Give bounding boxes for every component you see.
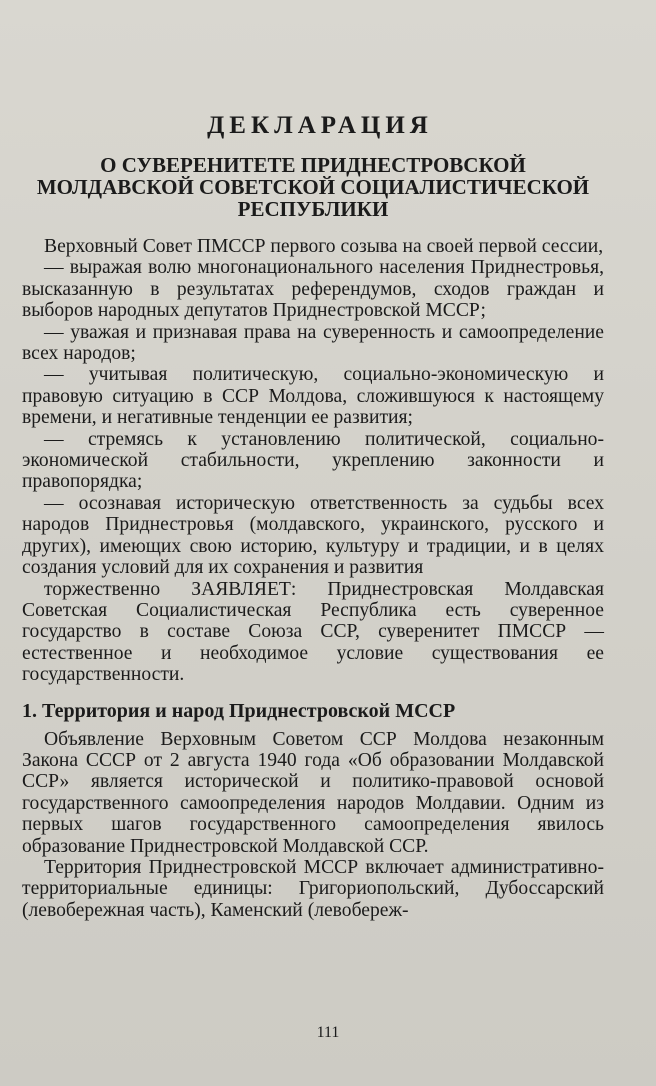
clause-paragraph: — стремясь к установлению политической, социально-экономической стабильности, укреплению законности и правопорядка; <box>22 428 604 493</box>
subtitle-line: МОЛДАВСКОЙ СОВЕТСКОЙ СОЦИАЛИСТИЧЕСКОЙ <box>36 175 590 199</box>
clause-paragraph: — учитывая политическую, социально-экономическую и правовую ситуацию в ССР Молдова, сложившуюся к настоящему времени, и негативные тенденции ее развития; <box>22 364 604 429</box>
document-title: ДЕКЛАРАЦИЯ <box>207 112 433 139</box>
clause-paragraph: — выражая волю многонационального населения Приднестровья, высказанную в результатах референдумов, сходов граждан и выборов народных депутатов Приднестровской МССР; <box>22 257 604 322</box>
document-body <box>22 112 604 921</box>
declaration-paragraph: торжественно ЗАЯВЛЯЕТ: Приднестровская Молдавская Советская Социалистическая Республика есть суверенное государство в составе Союза ССР, суверенитет ПМССР — естественное и необходимое условие существования ее государственности. <box>22 578 604 686</box>
subtitle-line: РЕСПУБЛИКИ <box>237 197 389 221</box>
clause-paragraph: — уважая и признавая права на суверенность и самоопределение всех народов; <box>22 321 604 365</box>
section-paragraph: Объявление Верховным Советом ССР Молдова незаконным Закона СССР от 2 августа 1940 года «Об образовании Молдавской ССР» является исторической и политико-правовой основой государственного самоопределения народов Молдавии. Одним из первых шагов государственного самоопределения явилось образование Приднестровской Молдавской ССР. <box>22 728 604 857</box>
intro-paragraph: Верховный Совет ПМССР первого созыва на своей первой сессии, <box>44 236 604 257</box>
clause-paragraph: — осознавая историческую ответственность за судьбы всех народов Приднестровья (молдавского, украинского, русского и других), имеющих свою историю, культуру и традиции, и в целях создания условий для их сохранения и развития <box>22 492 604 579</box>
subtitle-line: О СУВЕРЕНИТЕТЕ ПРИДНЕСТРОВСКОЙ <box>100 153 526 177</box>
section-heading: 1. Территория и народ Приднестровской МССР <box>22 699 456 722</box>
section-paragraph: Территория Приднестровской МССР включает административно-территориальные единицы: Григориопольский, Дубоссарский (левобережная часть), Каменский (левобереж- <box>22 856 604 921</box>
page-number: 111 <box>316 1024 340 1041</box>
document-subtitle <box>22 154 604 220</box>
